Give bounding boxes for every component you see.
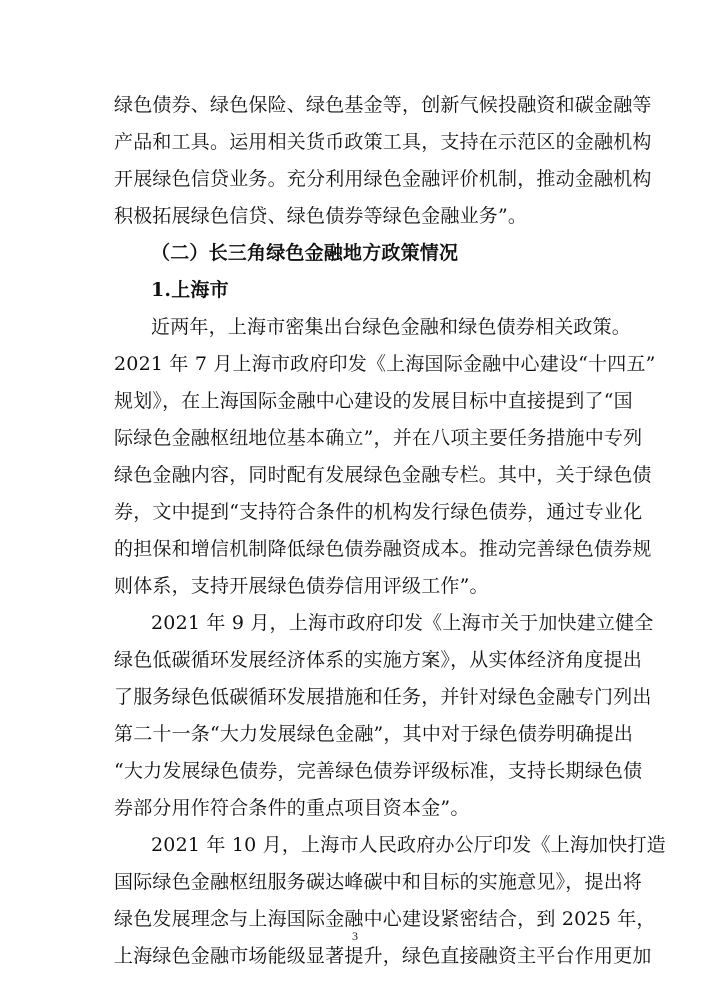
text-line: 绿色发展理念与上海国际金融中心建设紧密结合，到 2025 年， bbox=[114, 908, 656, 930]
text-line: 近两年，上海市密集出台绿色金融和绿色债券相关政策。 bbox=[151, 316, 632, 338]
text-line: 了服务绿色低碳循环发展措施和任务，并针对绿色金融专门列出 bbox=[114, 686, 652, 708]
text-line: 规划》，在上海国际金融中心建设的发展目标中直接提到了“国 bbox=[114, 390, 633, 412]
text-line: 上海绿色金融市场能级显著提升，绿色直接融资主平台作用更加 bbox=[114, 945, 652, 967]
text-line: 绿色低碳循环发展经济体系的实施方案》，从实体经济角度提出 bbox=[114, 649, 643, 671]
section-heading: （二）长三角绿色金融地方政策情况 bbox=[151, 242, 459, 264]
text-line: 绿色金融内容，同时配有发展绿色金融专栏。其中，关于绿色债 bbox=[114, 464, 652, 486]
text-line: 券，文中提到“支持符合条件的机构发行绿色债券，通过专业化 bbox=[114, 501, 643, 523]
text-line: 券部分用作符合条件的重点项目资本金”。 bbox=[114, 797, 470, 819]
text-line: 的担保和增信机制降低绿色债券融资成本。推动完善绿色债券规 bbox=[114, 538, 652, 560]
text-line: 际绿色金融枢纽地位基本确立”，并在八项主要任务措施中专列 bbox=[114, 427, 643, 449]
body-text bbox=[114, 87, 666, 975]
text-line: 积极拓展绿色信贷、绿色债券等绿色金融业务”。 bbox=[114, 205, 528, 227]
text-line: 2021 年 10 月，上海市人民政府办公厅印发《上海加快打造 bbox=[151, 834, 666, 856]
text-line: 绿色债券、绿色保险、绿色基金等，创新气候投融资和碳金融等 bbox=[114, 94, 652, 116]
text-line: 国际绿色金融枢纽服务碳达峰碳中和目标的实施意见》，提出将 bbox=[114, 871, 643, 893]
text-line: 第二十一条“大力发展绿色金融”，其中对于绿色债券明确提出 bbox=[114, 723, 634, 745]
text-line: 2021 年 9 月，上海市政府印发《上海市关于加快建立健全 bbox=[151, 612, 654, 634]
subsection-heading: 1.上海市 bbox=[151, 279, 229, 301]
page-number: 3 bbox=[352, 929, 358, 943]
text-line: 开展绿色信贷业务。充分利用绿色金融评价机制，推动金融机构 bbox=[114, 168, 652, 190]
text-line: “大力发展绿色债券，完善绿色债券评级标准，支持长期绿色债 bbox=[114, 760, 643, 782]
text-line: 产品和工具。运用相关货币政策工具，支持在示范区的金融机构 bbox=[114, 131, 652, 153]
text-line: 2021 年 7 月上海市政府印发《上海国际金融中心建设“十四五” bbox=[114, 353, 656, 375]
text-line: 则体系，支持开展绿色债券信用评级工作”。 bbox=[114, 575, 489, 597]
